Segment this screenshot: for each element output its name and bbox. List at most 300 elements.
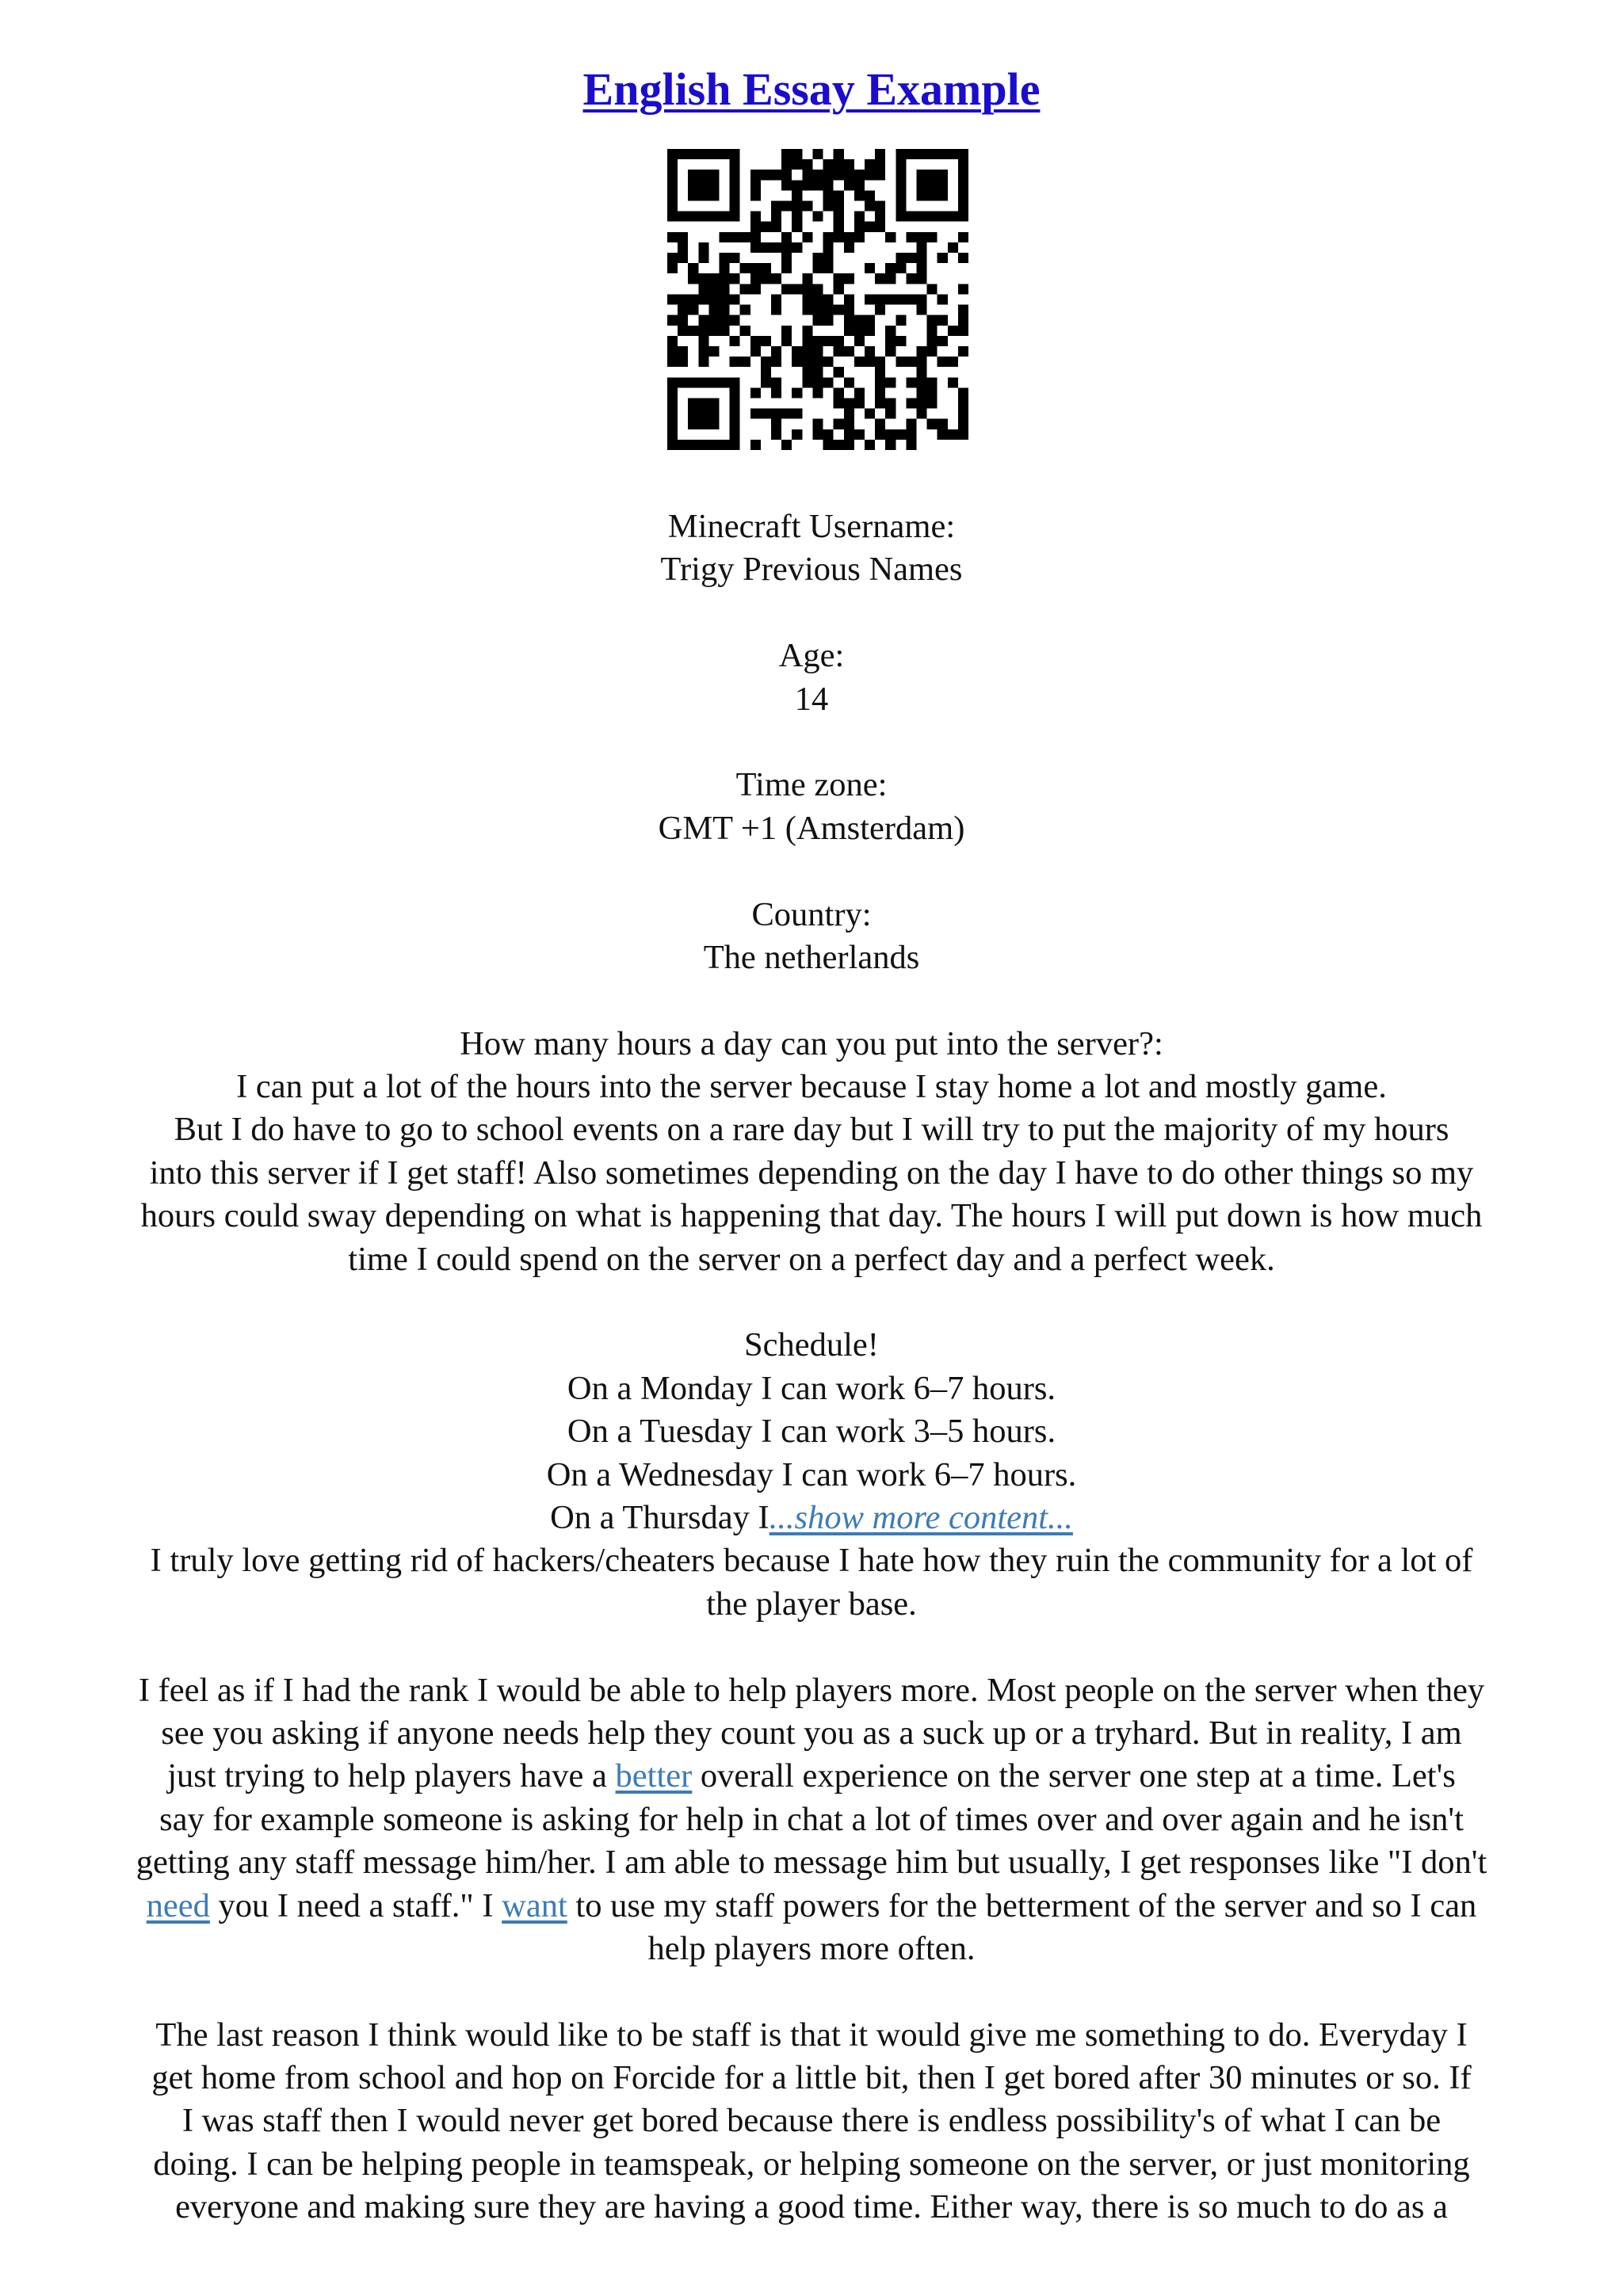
qr-module: [667, 253, 678, 263]
qr-module: [802, 357, 812, 367]
qr-module: [781, 170, 792, 180]
qr-module: [708, 346, 719, 357]
qr-module: [896, 336, 906, 346]
qr-module: [781, 284, 792, 294]
qr-module: [906, 377, 916, 387]
qr-module: [761, 263, 771, 273]
qr-module: [812, 357, 823, 367]
qr-module: [761, 409, 771, 419]
qr-module: [927, 326, 938, 336]
qr-module: [781, 232, 792, 242]
qr-module: [958, 253, 968, 263]
qr-module: [708, 170, 719, 180]
qr-module: [844, 398, 854, 408]
qr-module: [812, 367, 823, 377]
qr-module: [916, 273, 926, 284]
qr-module: [812, 377, 823, 387]
qr-module: [802, 170, 812, 180]
qr-module: [667, 170, 678, 180]
qr-module: [875, 357, 885, 367]
qr-module: [730, 190, 740, 200]
qr-module: [948, 212, 958, 222]
qr-module: [792, 149, 802, 159]
qr-module: [938, 357, 948, 367]
qr-module: [834, 273, 844, 284]
qr-module: [896, 201, 906, 212]
qr-module: [771, 273, 781, 284]
qr-module: [688, 170, 698, 180]
qr-module: [781, 440, 792, 450]
qr-module: [761, 377, 771, 387]
qr-module: [812, 263, 823, 273]
qr-module: [865, 357, 875, 367]
qr-module: [885, 398, 896, 408]
qr-module: [708, 273, 719, 284]
qr-module: [916, 170, 926, 180]
qr-module: [771, 409, 781, 419]
qr-module: [823, 201, 834, 212]
qr-module: [885, 273, 896, 284]
qr-module: [896, 263, 906, 273]
qr-module: [667, 419, 678, 429]
qr-module: [938, 149, 948, 159]
qr-module: [844, 409, 854, 419]
qr-module: [720, 232, 730, 242]
qr-module: [698, 180, 708, 190]
qr-module: [708, 326, 719, 336]
qr-module: [958, 305, 968, 315]
qr-module: [730, 232, 740, 242]
qr-module: [698, 315, 708, 326]
qr-module: [906, 212, 916, 222]
qr-module: [688, 190, 698, 200]
qr-module: [844, 315, 854, 326]
qr-module: [958, 170, 968, 180]
qr-module: [958, 159, 968, 170]
qr-module: [938, 429, 948, 440]
qr-module: [906, 149, 916, 159]
qr-module: [885, 232, 896, 242]
qr-module: [927, 387, 938, 398]
qr-module: [916, 398, 926, 408]
qr-module: [730, 149, 740, 159]
qr-module: [678, 212, 688, 222]
qr-module: [750, 190, 761, 200]
qr-module: [865, 159, 875, 170]
qr-module: [958, 180, 968, 190]
qr-module: [834, 170, 844, 180]
qr-module: [730, 253, 740, 263]
qr-module: [844, 377, 854, 387]
qr-module: [698, 398, 708, 408]
qr-module: [771, 305, 781, 315]
qr-module: [730, 212, 740, 222]
rank-line: [32, 1885, 1591, 1928]
qr-module: [678, 253, 688, 263]
qr-module: [730, 387, 740, 398]
qr-module: [698, 212, 708, 222]
last-reason-line: doing. I can be helping people in teamspeak, or helping someone on the server, or just monitoring: [153, 2145, 1470, 2183]
qr-module: [885, 346, 896, 357]
qr-module: [875, 398, 885, 408]
qr-module: [927, 149, 938, 159]
qr-module: [740, 326, 750, 336]
better-link[interactable]: better: [615, 1757, 693, 1795]
qr-module: [708, 284, 719, 294]
qr-module: [948, 429, 958, 440]
qr-module: [885, 263, 896, 273]
qr-module: [812, 387, 823, 398]
qr-module: [865, 263, 875, 273]
hours-line: into this server if I get staff! Also sometimes depending on the day I have to do other things so my: [149, 1154, 1474, 1192]
qr-module: [854, 336, 865, 346]
qr-module: [823, 336, 834, 346]
qr-module: [834, 159, 844, 170]
qr-module: [792, 222, 802, 232]
qr-module: [792, 201, 802, 212]
qr-module: [938, 336, 948, 346]
qr-module: [802, 284, 812, 294]
qr-module: [916, 253, 926, 263]
qr-module: [834, 387, 844, 398]
country-label: Country:: [751, 895, 872, 933]
qr-module: [781, 201, 792, 212]
qr-module: [938, 253, 948, 263]
qr-module: [823, 159, 834, 170]
hackers-line: the player base.: [706, 1585, 917, 1623]
qr-module: [812, 315, 823, 326]
qr-module: [698, 357, 708, 367]
qr-module: [792, 387, 802, 398]
qr-module: [750, 170, 761, 180]
qr-module: [823, 315, 834, 326]
qr-module: [844, 159, 854, 170]
qr-module: [885, 326, 896, 336]
qr-module: [875, 159, 885, 170]
hackers-line: I truly love getting rid of hackers/cheaters because I hate how they ruin the community for a lot of: [150, 1542, 1473, 1580]
hours-question: How many hours a day can you put into the server?:: [460, 1024, 1163, 1062]
qr-module: [802, 294, 812, 304]
qr-module: [688, 305, 698, 315]
qr-module: [916, 190, 926, 200]
qr-module: [958, 326, 968, 336]
qr-module: [771, 419, 781, 429]
qr-module: [708, 149, 719, 159]
qr-module: [802, 367, 812, 377]
qr-module: [834, 222, 844, 232]
qr-module: [688, 377, 698, 387]
rank-text: just trying to help players have a: [167, 1757, 616, 1795]
qr-module: [698, 440, 708, 450]
qr-module: [812, 419, 823, 429]
qr-module: [854, 357, 865, 367]
qr-module: [678, 377, 688, 387]
qr-module: [792, 429, 802, 440]
qr-module: [678, 315, 688, 326]
qr-module: [927, 180, 938, 190]
qr-module: [927, 315, 938, 326]
qr-module: [698, 294, 708, 304]
qr-module: [750, 284, 761, 294]
qr-module: [958, 429, 968, 440]
qr-module: [678, 326, 688, 336]
qr-module: [667, 263, 678, 273]
need-link[interactable]: need: [146, 1886, 210, 1924]
qr-module: [771, 429, 781, 440]
schedule-line: On a Tuesday I can work 3–5 hours.: [567, 1413, 1056, 1451]
qr-module: [927, 346, 938, 357]
qr-module: [667, 429, 678, 440]
qr-module: [761, 367, 771, 377]
qr-module: [896, 170, 906, 180]
title-link[interactable]: English Essay Example: [582, 63, 1041, 115]
qr-module: [720, 315, 730, 326]
timezone-value: GMT +1 (Amsterdam): [658, 809, 965, 847]
qr-module: [667, 190, 678, 200]
qr-module: [730, 440, 740, 450]
qr-module: [688, 398, 698, 408]
qr-module: [906, 232, 916, 242]
qr-module: [958, 201, 968, 212]
qr-module: [688, 440, 698, 450]
qr-module: [761, 222, 771, 232]
qr-module: [781, 242, 792, 253]
qr-module: [927, 377, 938, 387]
qr-module: [844, 170, 854, 180]
qr-module: [927, 284, 938, 294]
qr-module: [875, 201, 885, 212]
qr-module: [761, 170, 771, 180]
qr-module: [812, 429, 823, 440]
qr-module: [906, 253, 916, 263]
qr-module: [875, 387, 885, 398]
qr-module: [771, 170, 781, 180]
qr-module: [854, 398, 865, 408]
qr-module: [812, 253, 823, 263]
qr-module: [844, 326, 854, 336]
qr-module: [771, 357, 781, 367]
qr-module: [865, 190, 875, 200]
qr-module: [802, 336, 812, 346]
qr-module: [834, 232, 844, 242]
rank-line: [32, 1755, 1591, 1798]
rank-line: help players more often.: [647, 1929, 976, 1967]
qr-module: [740, 357, 750, 367]
qr-module: [948, 326, 958, 336]
qr-module: [854, 315, 865, 326]
qr-module: [916, 294, 926, 304]
qr-module: [875, 170, 885, 180]
qr-module: [927, 190, 938, 200]
qr-module: [781, 336, 792, 346]
qr-module: [688, 180, 698, 190]
qr-module: [906, 357, 916, 367]
qr-module: [958, 346, 968, 357]
qr-module: [720, 377, 730, 387]
qr-module: [698, 326, 708, 336]
qr-module: [906, 440, 916, 450]
qr-module: [938, 170, 948, 180]
qr-module: [688, 263, 698, 273]
qr-module: [927, 336, 938, 346]
username-label: Minecraft Username:: [667, 508, 956, 545]
qr-module: [927, 398, 938, 408]
qr-module: [678, 346, 688, 357]
qr-module: [678, 357, 688, 367]
show-more-link[interactable]: ...show more content...: [769, 1498, 1073, 1536]
qr-module: [750, 387, 761, 398]
qr-module: [834, 190, 844, 200]
qr-module: [678, 232, 688, 242]
qr-module: [730, 357, 740, 367]
essay-body: [32, 505, 1591, 2229]
qr-module: [708, 419, 719, 429]
qr-module: [771, 346, 781, 357]
qr-module: [844, 305, 854, 315]
qr-module: [750, 440, 761, 450]
qr-module: [958, 149, 968, 159]
qr-module: [896, 212, 906, 222]
qr-module: [948, 242, 958, 253]
timezone-label: Time zone:: [735, 766, 888, 804]
qr-code-icon: [667, 149, 968, 450]
qr-module: [823, 429, 834, 440]
qr-module: [854, 190, 865, 200]
qr-module: [958, 190, 968, 200]
qr-module: [792, 159, 802, 170]
qr-module: [823, 170, 834, 180]
qr-module: [750, 242, 761, 253]
qr-module: [875, 222, 885, 232]
qr-module: [678, 294, 688, 304]
qr-module: [823, 232, 834, 242]
qr-module: [802, 305, 812, 315]
qr-module: [812, 149, 823, 159]
qr-module: [875, 212, 885, 222]
qr-module: [720, 326, 730, 336]
qr-module: [698, 419, 708, 429]
qr-module: [720, 263, 730, 273]
qr-module: [730, 336, 740, 346]
qr-module: [698, 336, 708, 346]
qr-module: [865, 294, 875, 304]
qr-module: [761, 336, 771, 346]
qr-module: [927, 212, 938, 222]
qr-module: [698, 149, 708, 159]
qr-module: [865, 346, 875, 357]
qr-module: [802, 377, 812, 387]
qr-module: [916, 367, 926, 377]
qr-module: [958, 419, 968, 429]
username-value: Trigy Previous Names: [660, 551, 963, 589]
qr-module: [865, 170, 875, 180]
qr-module: [698, 346, 708, 357]
schedule-thursday: [32, 1497, 1591, 1539]
qr-module: [792, 346, 802, 357]
qr-module: [844, 232, 854, 242]
qr-module: [667, 149, 678, 159]
qr-module: [792, 357, 802, 367]
qr-module: [948, 377, 958, 387]
qr-module: [720, 253, 730, 263]
qr-module: [896, 159, 906, 170]
country-value: The netherlands: [703, 938, 920, 976]
qr-module: [708, 440, 719, 450]
qr-module: [667, 409, 678, 419]
qr-module: [771, 212, 781, 222]
qr-module: [667, 294, 678, 304]
qr-module: [865, 409, 875, 419]
qr-module: [698, 273, 708, 284]
qr-module: [698, 190, 708, 200]
qr-module: [750, 180, 761, 190]
qr-module: [844, 440, 854, 450]
qr-module: [896, 253, 906, 263]
qr-module: [667, 201, 678, 212]
qr-module: [854, 212, 865, 222]
qr-module: [927, 232, 938, 242]
qr-module: [792, 409, 802, 419]
qr-module: [823, 190, 834, 200]
qr-module: [730, 201, 740, 212]
qr-module: [708, 398, 719, 408]
qr-module: [667, 336, 678, 346]
qr-module: [834, 212, 844, 222]
qr-module: [823, 440, 834, 450]
qr-module: [720, 212, 730, 222]
thursday-text: On a Thursday I: [550, 1498, 769, 1536]
qr-module: [916, 180, 926, 190]
qr-module: [740, 232, 750, 242]
qr-module: [916, 357, 926, 367]
qr-module: [875, 294, 885, 304]
qr-module: [750, 232, 761, 242]
qr-module: [834, 149, 844, 159]
qr-module: [708, 377, 719, 387]
hours-line: hours could sway depending on what is happening that day. The hours I will put down is how much: [140, 1197, 1483, 1235]
last-reason-line: get home from school and hop on Forcide for a little bit, then I get bored after 30 minutes or so. If: [151, 2059, 1472, 2097]
qr-module: [938, 190, 948, 200]
qr-module: [750, 336, 761, 346]
qr-module: [875, 367, 885, 377]
want-link[interactable]: want: [502, 1886, 567, 1924]
qr-module: [708, 212, 719, 222]
qr-module: [958, 232, 968, 242]
qr-module: [938, 212, 948, 222]
qr-module: [927, 170, 938, 180]
qr-module: [802, 232, 812, 242]
qr-module: [896, 429, 906, 440]
qr-module: [938, 294, 948, 304]
qr-module: [834, 367, 844, 377]
qr-module: [688, 409, 698, 419]
qr-module: [688, 294, 698, 304]
qr-module: [730, 409, 740, 419]
qr-module: [906, 273, 916, 284]
qr-module: [896, 190, 906, 200]
rank-line: I feel as if I had the rank I would be able to help players more. Most people on the server when they: [138, 1671, 1485, 1709]
qr-module: [865, 222, 875, 232]
qr-module: [730, 159, 740, 170]
qr-module: [948, 357, 958, 367]
qr-module: [730, 180, 740, 190]
qr-module: [896, 357, 906, 367]
qr-module: [792, 190, 802, 200]
qr-module: [688, 419, 698, 429]
qr-module: [698, 377, 708, 387]
qr-module: [720, 284, 730, 294]
schedule-heading: Schedule!: [744, 1326, 879, 1364]
